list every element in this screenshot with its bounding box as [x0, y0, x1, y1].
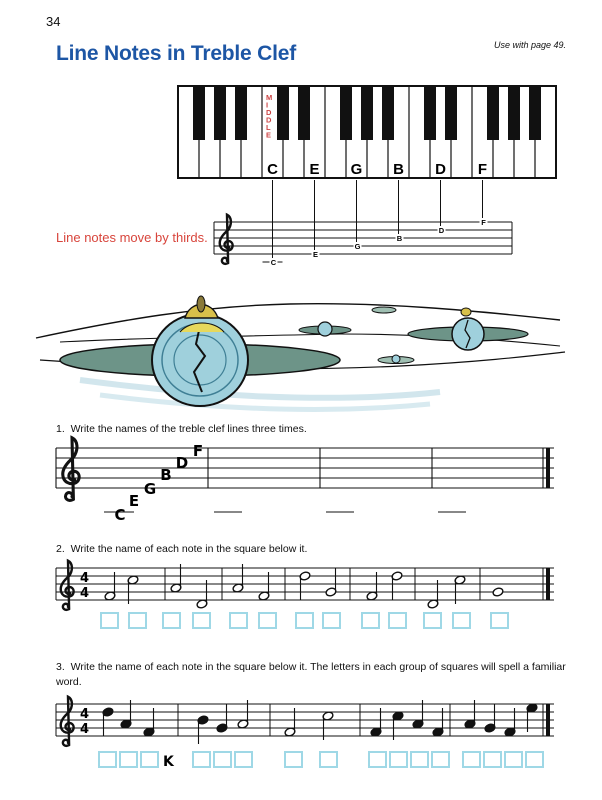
answer-box[interactable]: [411, 752, 428, 767]
black-key: [487, 86, 499, 140]
answer-box[interactable]: [193, 613, 210, 628]
staff-line-letter: E: [312, 250, 319, 259]
key-letter: C: [267, 161, 278, 178]
answer-box[interactable]: [390, 752, 407, 767]
example-line-letter: D: [175, 454, 189, 472]
note-head: [492, 587, 504, 597]
page-number: 34: [46, 14, 61, 29]
staff-line-letter: C: [270, 258, 277, 267]
answer-box[interactable]: [369, 752, 386, 767]
thirds-tagline: Line notes move by thirds.: [56, 230, 208, 245]
instruction-3-text: Write the name of each note in the square below it. The letters in each group of squares will spell a familiar word.: [56, 661, 566, 688]
instruction-3-number: 3.: [56, 661, 65, 673]
example-line-letter: G: [143, 480, 157, 498]
black-key: [361, 86, 373, 140]
example-line-letter: C: [114, 506, 126, 524]
black-key: [214, 86, 226, 140]
instruction-1-number: 1.: [56, 423, 65, 435]
key-letter: B: [393, 161, 404, 178]
answer-box[interactable]: [101, 613, 118, 628]
answer-box[interactable]: [296, 613, 313, 628]
answer-box[interactable]: [99, 752, 116, 767]
key-letter: G: [350, 161, 363, 178]
staff-line-letter: G: [354, 242, 361, 251]
exercise-2-staff: [56, 561, 554, 628]
black-key: [340, 86, 352, 140]
exercise-1-staff: [56, 438, 554, 524]
black-key: [298, 86, 310, 140]
answer-box[interactable]: [362, 613, 379, 628]
time-signature-top: 4: [80, 707, 90, 722]
example-line-letter: B: [160, 466, 172, 484]
answer-box[interactable]: [463, 752, 480, 767]
answer-box[interactable]: [163, 613, 180, 628]
answer-box[interactable]: [259, 613, 276, 628]
answer-box[interactable]: [214, 752, 231, 767]
staff-line-letter: D: [438, 226, 445, 235]
answer-box[interactable]: [323, 613, 340, 628]
black-key: [424, 86, 436, 140]
answer-box[interactable]: [129, 613, 146, 628]
key-letter: E: [309, 161, 320, 178]
answer-box[interactable]: [285, 752, 302, 767]
answer-box[interactable]: [453, 613, 470, 628]
black-key: [235, 86, 247, 140]
key-letter: F: [477, 161, 488, 178]
black-key: [529, 86, 541, 140]
key-letter: D: [435, 161, 446, 178]
staff-line-letter: B: [396, 234, 403, 243]
black-key: [193, 86, 205, 140]
answer-box[interactable]: [235, 752, 252, 767]
example-answer-letter: K: [163, 754, 174, 770]
instruction-1-text: Write the names of the treble clef lines three times.: [70, 423, 307, 435]
example-line-letter: E: [128, 492, 140, 510]
example-line-letter: F: [192, 442, 204, 460]
answer-box[interactable]: [141, 752, 158, 767]
answer-box[interactable]: [491, 613, 508, 628]
page-title: Line Notes in Treble Clef: [56, 42, 297, 65]
answer-box[interactable]: [389, 613, 406, 628]
answer-box[interactable]: [230, 613, 247, 628]
time-signature-top: 4: [80, 571, 90, 586]
black-key: [382, 86, 394, 140]
answer-box[interactable]: [193, 752, 210, 767]
exercise-3-staff: [56, 697, 554, 770]
answer-box[interactable]: [120, 752, 137, 767]
staff-line-letter: F: [481, 218, 486, 227]
time-signature-bottom: 4: [80, 722, 90, 737]
piano-keyboard: [178, 86, 556, 178]
answer-box[interactable]: [320, 752, 337, 767]
answer-box[interactable]: [505, 752, 522, 767]
use-with-note: Use with page 49.: [494, 40, 567, 50]
answer-box[interactable]: [432, 752, 449, 767]
black-key: [277, 86, 289, 140]
middle-c-label: M I D D L E: [266, 93, 273, 140]
black-key: [508, 86, 520, 140]
treble-clef-icon: [63, 438, 79, 501]
answer-box[interactable]: [526, 752, 543, 767]
instruction-2-text: Write the name of each note in the square below it.: [70, 543, 308, 555]
answer-box[interactable]: [424, 613, 441, 628]
time-signature-bottom: 4: [80, 586, 90, 601]
instruction-2-number: 2.: [56, 543, 65, 555]
answer-box[interactable]: [484, 752, 501, 767]
black-key: [445, 86, 457, 140]
thirds-staff: [214, 180, 512, 267]
airplanes-illustration: [36, 296, 565, 410]
